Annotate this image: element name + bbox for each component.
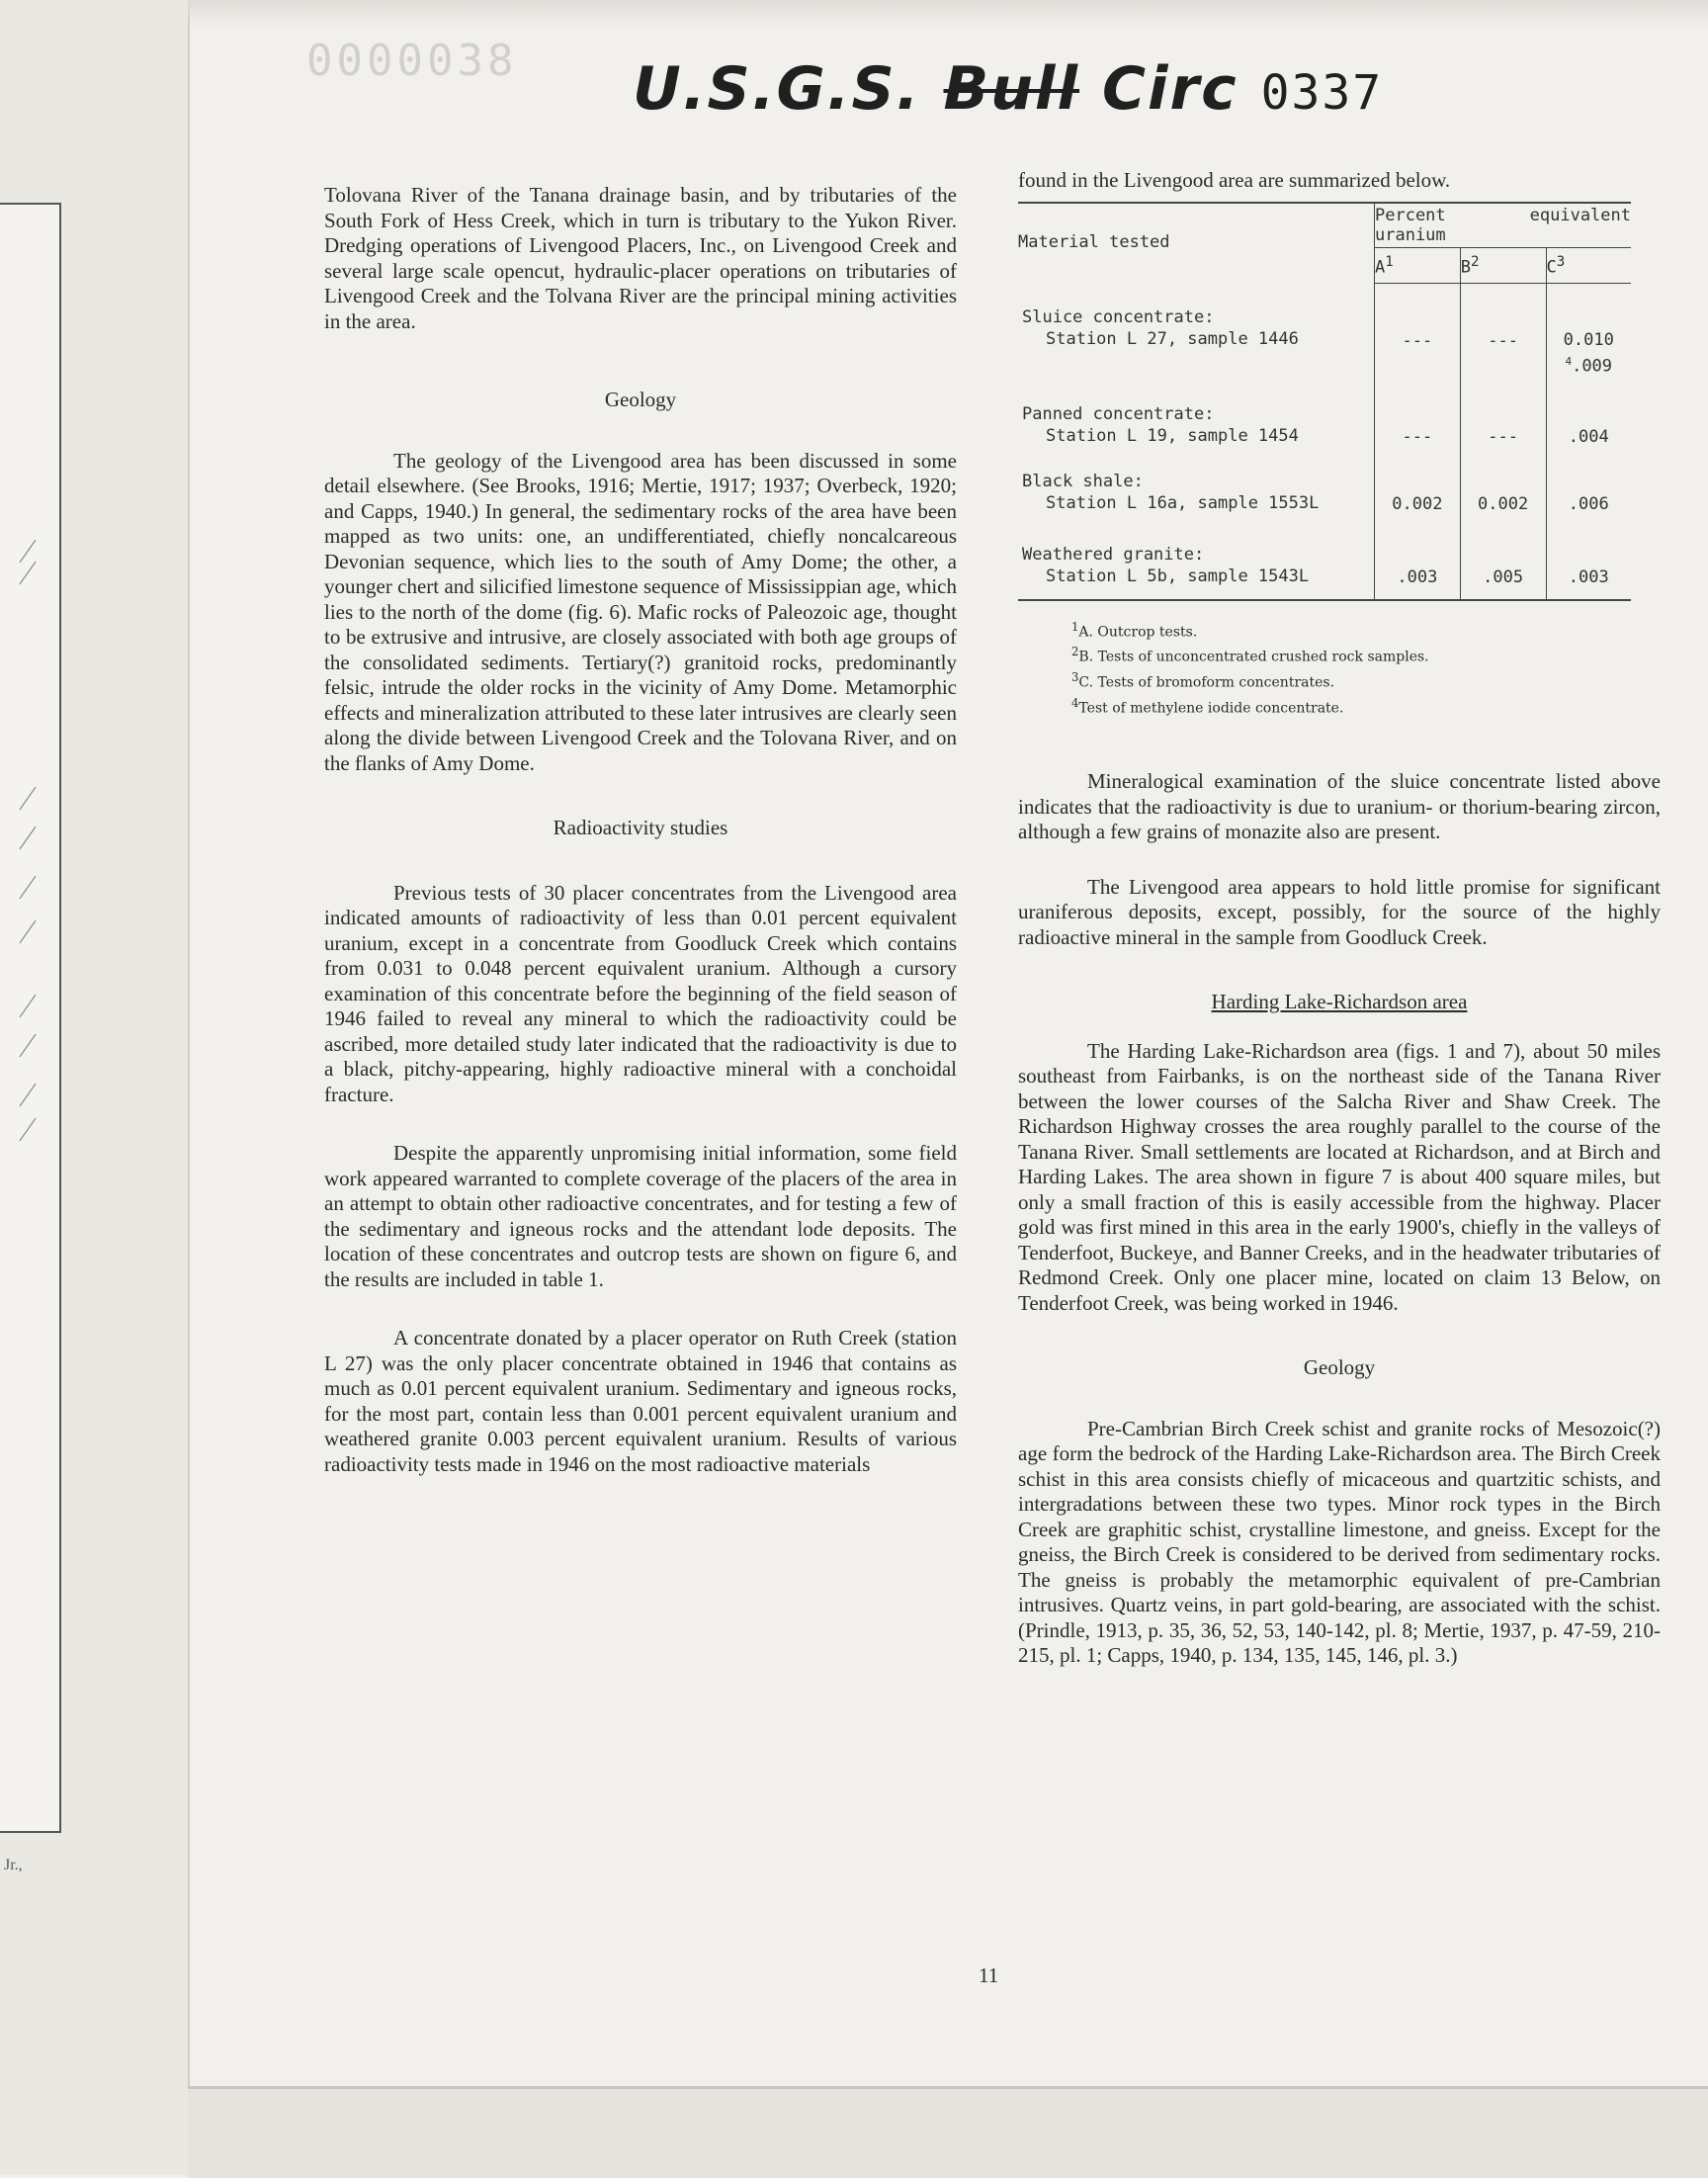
margin-mark: [20, 1034, 37, 1058]
margin-mark: [20, 876, 37, 900]
table-row: Sluice concentrate: Station L 27, sample 1446 --- --- 0.010 $^4$.009: [1018, 283, 1631, 378]
section-heading-harding: Harding Lake-Richardson area: [1211, 990, 1468, 1014]
faded-stamp: 0000038: [306, 36, 518, 86]
margin-mark: [20, 1118, 37, 1142]
footnote: $^3$C. Tests of bromoform concentrates.: [1071, 670, 1335, 691]
table-footnotes: [1071, 617, 1661, 719]
table-row: Panned concentrate: Station L 19, sample 1454 --- --- .004: [1018, 378, 1631, 457]
left-column: [324, 183, 957, 1477]
paragraph: Despite the apparently unpromising initial information, some field work appeared warranted to complete coverage of the placers of the area in an attempt to obtain other radioactive concentrates, and for testing a few of the sedimentary and igneous rocks and the attendant lode deposits. The location of these concentrates and outcrop tests are shown on figure 6, and the results are included in table 1.: [324, 1141, 957, 1291]
right-column: [1018, 168, 1661, 1669]
margin-mark: [20, 787, 37, 811]
table-header-a: $A^1$: [1375, 247, 1461, 283]
footnote: $^2$B. Tests of unconcentrated crushed rock samples.: [1071, 645, 1429, 666]
page-number: 11: [979, 1963, 999, 1987]
section-heading-geology: Geology: [604, 388, 677, 411]
table-header-percent: Percent equivalent uranium: [1375, 203, 1632, 248]
page-bottom-edge: [188, 2086, 1708, 2178]
hand-prefix: U.S.G.S.: [633, 54, 921, 124]
table-row: Black shale: Station L 16a, sample 1553L 0.002 0.002 .006: [1018, 457, 1631, 524]
margin-mark: [20, 920, 37, 944]
hand-circ: Circ: [1101, 54, 1238, 124]
paragraph: The geology of the Livengood area has been discussed in some detail elsewhere. (See Brooks, 1916; Mertie, 1917; 1937; Overbeck, 1920; and Capps, 1940.) In general, the sedimentary rocks of the area have been mapped as two units: one, an undifferentiated, chiefly noncalcareous Devonian sequence, which lies to the south of Amy Dome; the other, a younger chert and silicified limestone sequence of Mississippian age, which lies to the north of the dome (fig. 6). Mafic rocks of Paleozoic age, thought to be extrusive and intrusive, are closely associated with both age groups of the consolidated sediments. Tertiary(?) granitoid rocks, predominantly felsic, intrude the older rocks in the vicinity of Amy Dome. Metamorphic effects and mineralization attributed to these later intrusives are clearly seen along the divide between Livengood Creek and the Tolovana River, and on the flanks of Amy Dome.: [324, 448, 957, 775]
paragraph: Tolovana River of the Tanana drainage basin, and by tributaries of the South Fork of Hess Creek, which in turn is tributary to the Yukon River. Dredging operations of Livengood Placers, Inc., on Livengood Creek and several large scale opencut, hydraulic-placer operations on tributaries of Livengood Creek and the Tolvana River are the principal mining activities in the area.: [324, 183, 957, 333]
paragraph: A concentrate donated by a placer operator on Ruth Creek (station L 27) was the only placer concentrate obtained in 1946 that contains as much as 0.01 percent equivalent uranium. Sedimentary and igneous rocks, for the most part, contain less than 0.001 percent equivalent uranium and weathered granite 0.003 percent equivalent uranium. Results of various radioactivity tests made in 1946 on the most radioactive materials: [324, 1326, 957, 1476]
section-heading-geology-2: Geology: [1303, 1355, 1376, 1380]
margin-mark: [20, 1084, 37, 1107]
page-top-shadow: [188, 0, 1708, 28]
section-heading-radioactivity: Radioactivity studies: [553, 816, 728, 839]
paragraph: Previous tests of 30 placer concentrates from the Livengood area indicated amounts of radioactivity of less than 0.01 percent equivalent uranium, except in a concentrate from Goodluck Creek which contains from 0.031 to 0.048 percent equivalent uranium. Although a cursory examination of this concentrate before the beginning of the field season of 1946 failed to reveal any mineral to which the radioactivity could be ascribed, more detailed study later indicated that the radioactivity is due to a black, pitchy-appearing, highly radioactive mineral with a conchoidal fracture.: [324, 880, 957, 1106]
table-header-material: Material tested: [1018, 203, 1375, 284]
margin-mark: [20, 540, 37, 564]
margin-mark: [20, 827, 37, 850]
footnote: $^1$A. Outcrop tests.: [1071, 619, 1198, 641]
paragraph: Mineralogical examination of the sluice concentrate listed above indicates that the radioactivity is due to uranium- or thorium-bearing zircon, although a few grains of monazite also are present.: [1018, 769, 1661, 844]
results-table: [1018, 202, 1631, 601]
table-row: Weathered granite: Station L 5b, sample 1543L .003 .005 .003: [1018, 524, 1631, 600]
margin-mark: [20, 562, 37, 585]
paragraph: The Harding Lake-Richardson area (figs. 1 and 7), about 50 miles southeast from Fairbanks, is on the northeast side of the Tanana River between the lower courses of the Salcha River and Shaw Creek. The Richardson Highway crosses the area roughly parallel to the course of the Tanana River. Small settlements are located at Richardson, and at Birch and Harding Lakes. The area shown in figure 7 is about 400 square miles, but only a small fraction of this is easily accessible from the highway. Placer gold was first mined in this area in the early 1900's, chiefly in the valleys of Tenderfoot, Buckeye, and Banner Creeks, and in the headwater tributaries of Redmond Creek. Only one placer mine, located on claim 13 Below, on Tenderfoot Creek, was being worked in 1946.: [1018, 1038, 1661, 1315]
previous-page-frame: [0, 203, 61, 1833]
margin-mark: [20, 995, 37, 1018]
hand-number: 0337: [1260, 65, 1384, 121]
margin-note: Jr.,: [4, 1857, 23, 1873]
paragraph: The Livengood area appears to hold little promise for significant uraniferous deposits, except, possibly, for the source of the highly radioactive mineral in the sample from Goodluck Creek.: [1018, 874, 1661, 949]
paragraph: found in the Livengood area are summarized below.: [1018, 168, 1451, 192]
paragraph: Pre-Cambrian Birch Creek schist and granite rocks of Mesozoic(?) age form the bedrock of the Harding Lake-Richardson area. The Birch Creek schist in this area consists chiefly of micaceous and quartzitic schists, and intergradations between these two types. Minor rock types in the Birch Creek are graphitic schist, crystalline limestone, and gneiss. Except for the gneiss, the Birch Creek is considered to be derived from sedimentary rocks. The gneiss is probably the metamorphic equivalent of pre-Cambrian intrusives. Quartz veins, in part gold-bearing, are associated with the schist. (Prindle, 1913, p. 35, 36, 52, 53, 140-142, pl. 8; Mertie, 1937, p. 47-59, 210-215, pl. 1; Capps, 1940, p. 134, 135, 145, 146, pl. 3.): [1018, 1416, 1661, 1668]
hand-strikethrough: Bull: [943, 54, 1080, 124]
table-header-b: $B^2$: [1460, 247, 1546, 283]
handwritten-title: [633, 54, 1383, 124]
table-header-c: $C^3$: [1546, 247, 1631, 283]
footnote: $^4$Test of methylene iodide concentrate.: [1071, 695, 1344, 717]
